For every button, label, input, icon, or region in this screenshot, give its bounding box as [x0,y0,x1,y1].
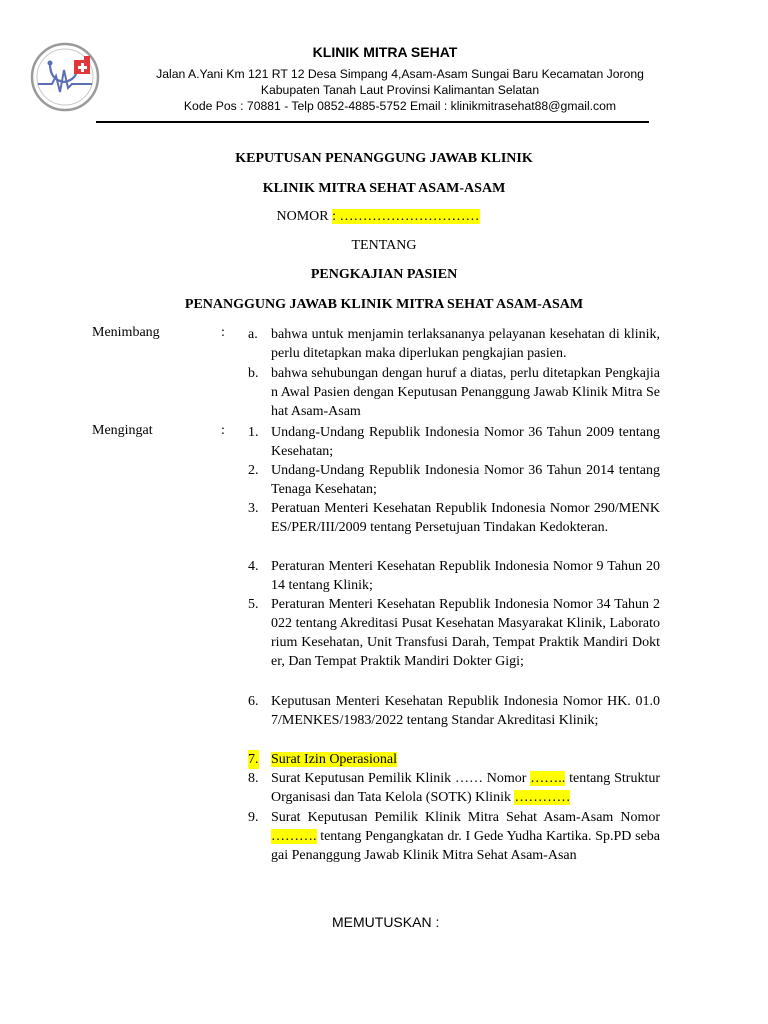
list-item [248,692,660,730]
list-item [248,325,660,363]
list-item [248,364,660,421]
highlighted-text: Surat Izin Operasional [271,752,397,767]
list-text: Peratuan Menteri Kesehatan Republik Indonesia Nomor 290/MENKES/PER/III/2009 tentang Persetujuan Tindakan Kedokteran. [271,501,660,535]
list-marker: a. [248,327,258,342]
nomor-value: : ………………………… [332,209,480,224]
nomor-label: NOMOR [276,209,333,224]
list-item [248,461,660,499]
list-text [271,769,660,807]
list-item [248,595,660,671]
list-marker: 8. [248,771,259,786]
list-marker: 6. [248,694,259,709]
text-run: Surat Keputusan Pemilik Klinik …… Nomor [271,771,531,786]
list-text: Peraturan Menteri Kesehatan Republik Indonesia Nomor 34 Tahun 2022 tentang Akreditasi Pusat Kesehatan Masyarakat Klinik, Laboratorium Kesehatan, Unit Transfusi Darah, Tempat Praktik Mandiri Dokter, Dan Tempat Praktik Mandiri Dokter Gigi; [271,597,660,669]
list-text: bahwa sehubungan dengan huruf a diatas, perlu ditetapkan Pengkajian Awal Pasien dengan Keputusan Penanggung Jawab Klinik Mitra Sehat Asam-Asam [271,366,660,419]
list-text: Peraturan Menteri Kesehatan Republik Indonesia Nomor 9 Tahun 2014 tentang Klinik; [271,559,660,593]
letterhead-divider [96,121,649,123]
list-item [248,808,660,865]
address-line: Kabupaten Tanah Laut Provinsi Kalimantan Selatan [260,83,540,97]
list-item [248,499,660,537]
list-marker: 4. [248,559,259,574]
list-item [248,750,660,769]
list-text: Keputusan Menteri Kesehatan Republik Indonesia Nomor HK. 01.07/MENKES/1983/2022 tentang Standar Akreditasi Klinik; [271,694,660,728]
list-text [271,808,660,865]
mengingat-colon: : [221,423,225,438]
memutuskan-heading: MEMUTUSKAN : [332,914,440,930]
list-item [248,423,660,461]
authority-title: PENANGGUNG JAWAB KLINIK MITRA SEHAT ASAM-ASAM [184,297,584,312]
list-marker: 2. [248,463,259,478]
clinic-name: KLINIK MITRA SEHAT [312,44,458,60]
list-marker: 5. [248,597,259,612]
subject-title: PENGKAJIAN PASIEN [310,267,458,282]
address-line: Jalan A.Yani Km 121 RT 12 Desa Simpang 4,Asam-Asam Sungai Baru Kecamatan Jorong [156,67,644,81]
menimbang-label: Menimbang [92,325,160,340]
list-marker: 9. [248,810,259,825]
text-run: tentang Pengangkatan dr. I Gede Yudha Kartika. Sp.PD sebagai Penanggung Jawab Klinik Mitra Sehat Asam-Asan [271,829,660,863]
list-text: Undang-Undang Republik Indonesia Nomor 36 Tahun 2014 tentang Tenaga Kesehatan; [271,463,660,497]
decree-title: KEPUTUSAN PENANGGUNG JAWAB KLINIK [235,151,533,166]
list-text: Undang-Undang Republik Indonesia Nomor 36 Tahun 2009 tentang Kesehatan; [271,425,660,459]
list-marker: 1. [248,425,259,440]
decree-number [0,209,762,225]
menimbang-colon: : [221,325,225,340]
highlighted-text: ………… [514,790,571,805]
tentang-label: TENTANG [351,238,417,253]
list-text [271,750,660,769]
list-marker: b. [248,366,259,381]
text-run: tentang Struktur Organisasi dan Tata Kelola (SOTK) Klinik [271,771,660,805]
list-item [248,557,660,595]
text-run: Surat Keputusan Pemilik Klinik Mitra Sehat Asam-Asam Nomor [271,810,660,825]
clinic-title: KLINIK MITRA SEHAT ASAM-ASAM [262,181,506,196]
mengingat-label: Mengingat [92,423,153,438]
contact-line: Kode Pos : 70881 - Telp 0852-4885-5752 Email : klinikmitrasehat88@gmail.com [183,99,617,113]
highlighted-text: ………. [271,829,317,844]
list-marker: 3. [248,501,259,516]
list-text: bahwa untuk menjamin terlaksananya pelayanan kesehatan di klinik, perlu ditetapkan maka diperlukan pengkajian pasien. [271,327,660,361]
list-item [248,769,660,807]
highlighted-text: …….. [530,771,566,786]
clinic-logo [30,42,100,112]
list-marker: 7. [248,752,259,767]
